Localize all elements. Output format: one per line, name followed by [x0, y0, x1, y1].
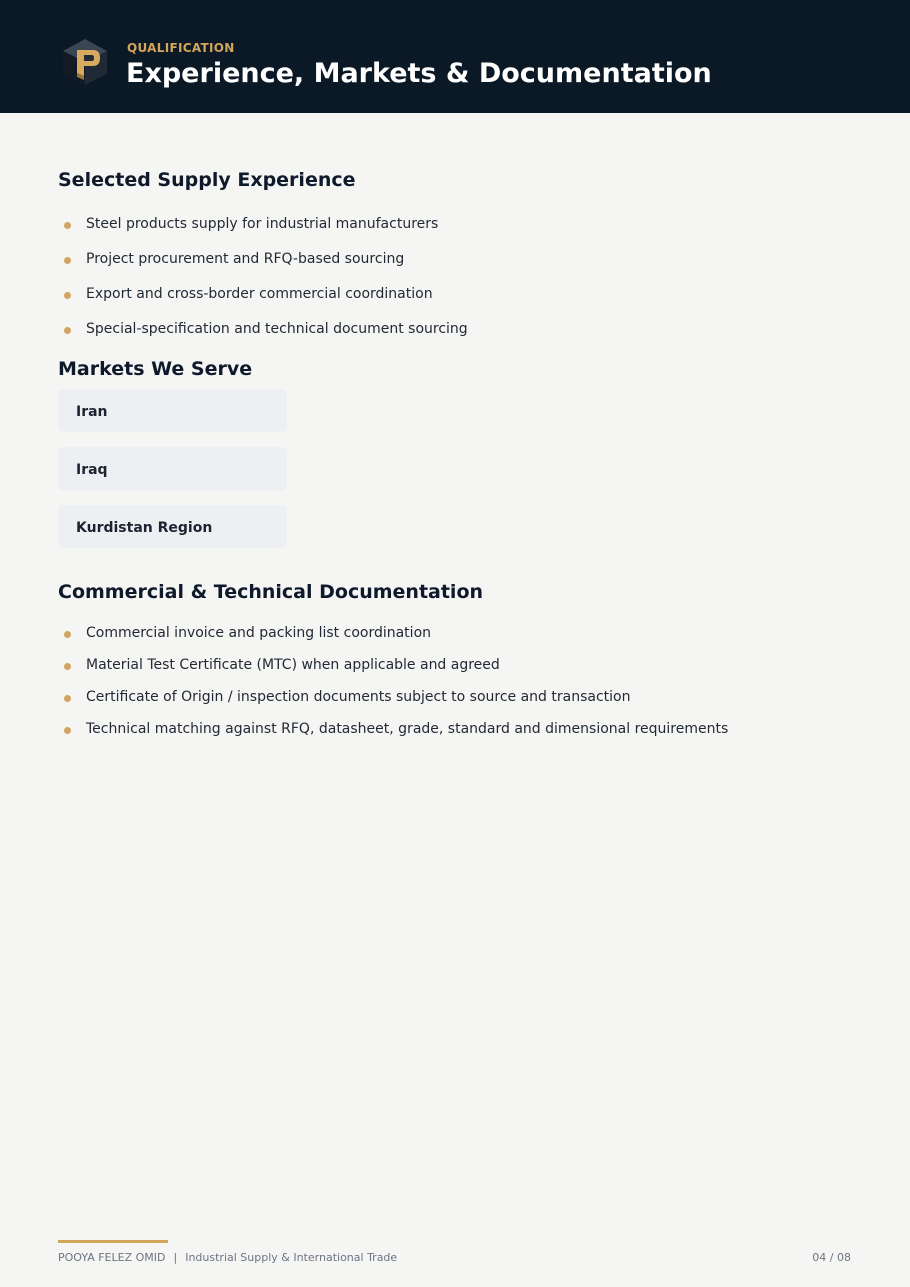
documentation-heading: Commercial & Technical Documentation [58, 581, 484, 603]
footer-rule [58, 1240, 168, 1243]
list-item [58, 215, 468, 250]
markets-heading: Markets We Serve [58, 358, 253, 380]
bullet-icon [64, 631, 71, 638]
bullet-icon [64, 695, 71, 702]
company-logo-icon [62, 38, 108, 86]
list-item [58, 720, 728, 752]
documentation-list [58, 624, 728, 752]
list-item-text: Export and cross-border commercial coordination [86, 286, 433, 302]
bullet-icon [64, 663, 71, 670]
page-title: Experience, Markets & Documentation [126, 58, 712, 89]
footer-company-line [58, 1251, 397, 1264]
market-chip-iraq: Iraq [58, 447, 287, 490]
list-item [58, 320, 468, 355]
bullet-icon [64, 327, 71, 334]
list-item [58, 688, 728, 720]
market-chip-kurdistan-region: Kurdistan Region [58, 505, 287, 548]
bullet-icon [64, 727, 71, 734]
list-item-text: Special-specification and technical document sourcing [86, 321, 468, 337]
list-item [58, 656, 728, 688]
page-header [0, 0, 910, 113]
section-eyebrow: QUALIFICATION [127, 41, 235, 55]
footer-company-name: POOYA FELEZ OMID [58, 1251, 166, 1264]
list-item-text: Steel products supply for industrial manufacturers [86, 216, 439, 232]
experience-list [58, 215, 468, 355]
footer-tagline: Industrial Supply & International Trade [185, 1251, 398, 1264]
list-item-text: Technical matching against RFQ, datasheet, grade, standard and dimensional requirements [86, 721, 729, 737]
list-item [58, 624, 728, 656]
bullet-icon [64, 292, 71, 299]
footer-separator: | [173, 1251, 178, 1264]
list-item-text: Commercial invoice and packing list coordination [86, 625, 432, 641]
list-item-text: Material Test Certificate (MTC) when applicable and agreed [86, 657, 500, 673]
market-chip-iran: Iran [58, 389, 287, 432]
list-item [58, 285, 468, 320]
page-number: 04 / 08 [812, 1251, 851, 1264]
list-item [58, 250, 468, 285]
bullet-icon [64, 222, 71, 229]
experience-heading: Selected Supply Experience [58, 169, 356, 191]
list-item-text: Certificate of Origin / inspection documents subject to source and transaction [86, 689, 631, 705]
bullet-icon [64, 257, 71, 264]
list-item-text: Project procurement and RFQ-based sourcing [86, 251, 405, 267]
